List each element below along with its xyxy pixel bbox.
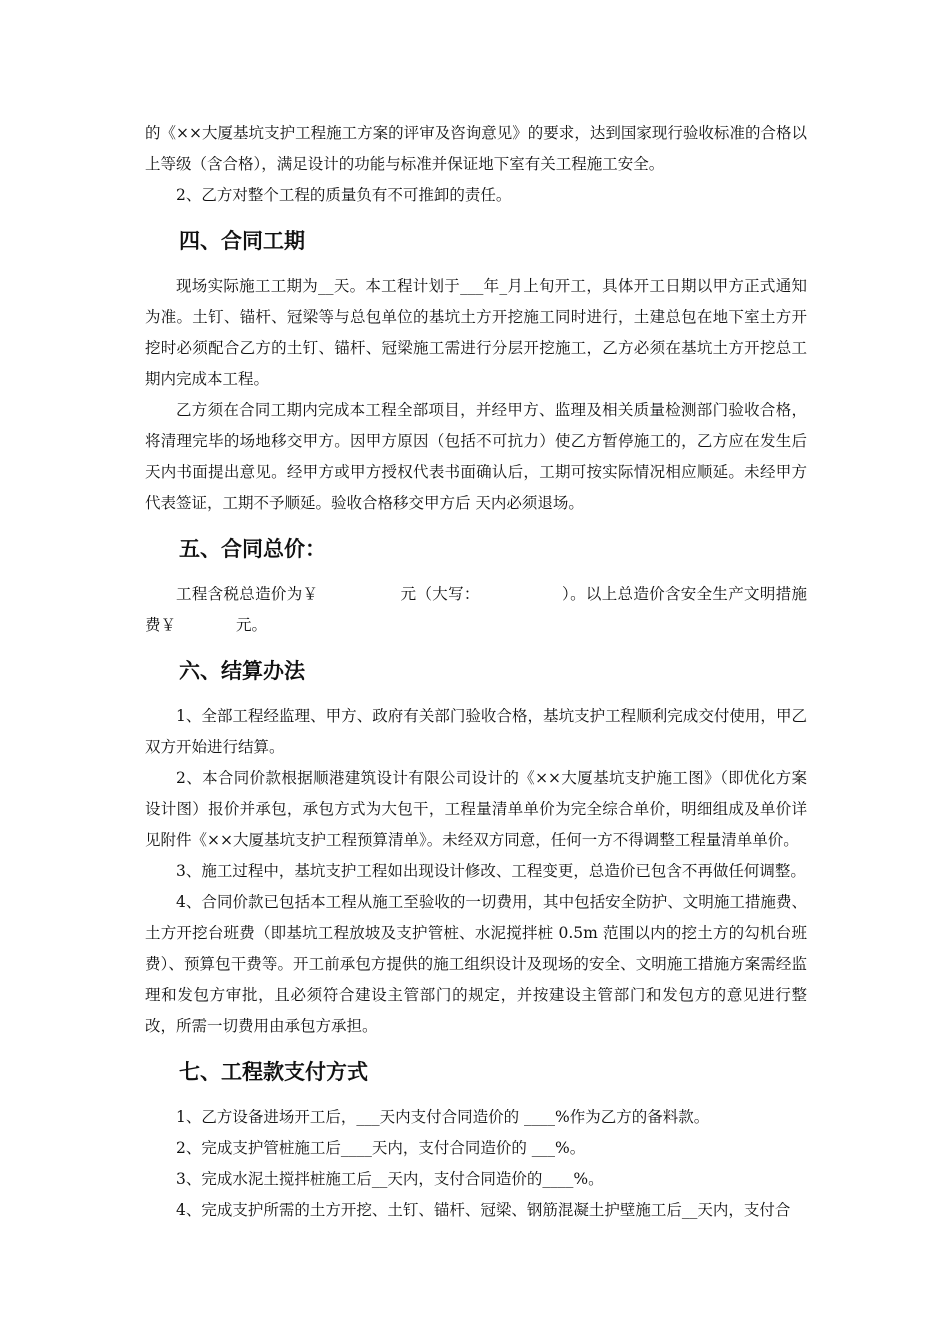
heading-total-price: 五、合同总价：	[179, 537, 326, 561]
paragraph-quality-responsibility: 2、乙方对整个工程的质量负有不可推卸的责任。	[176, 186, 512, 204]
paragraph-payment-1: 1、乙方设备进场开工后，___天内支付合同造价的 ____%作为乙方的备料款。	[176, 1108, 710, 1126]
paragraph-period-extension: 乙方须在合同工期内完成本工程全部项目，并经甲方、监理及相关质量检测部门验收合格，将清理完毕的场地移交甲方。因甲方原因（包括不可抗力）使乙方暂停施工的，乙方应在发生后 天内书面提出意见。经甲方或甲方授权代表书面确认后，工期可按实际情况相应顺延。未经甲方代表签证，工期不予顺延。验收合格移交甲方后 天内必须退场。	[145, 401, 807, 512]
paragraph-settlement-4: 4、合同价款已包括本工程从施工至验收的一切费用，其中包括安全防护、文明施工措施费、土方开挖台班费（即基坑工程放坡及支护管桩、水泥搅拌桩 0.5m 范围以内的挖土方的勾机台班费）、预算包干费等。开工前承包方提供的施工组织设计及现场的安全、文明施工措施方案需经监理和发包方审批，且必须符合建设主管部门的规定，并按建设主管部门和发包方的意见进行整改，所需一切费用由承包方承担。	[145, 893, 807, 1035]
price-text-b: 元（大写：	[400, 585, 480, 603]
paragraph-settlement-3: 3、施工过程中，基坑支护工程如出现设计修改、工程变更，总造价已包含不再做任何调整。	[176, 862, 806, 880]
paragraph-payment-3: 3、完成水泥土搅拌桩施工后__天内，支付合同造价的____%。	[176, 1170, 604, 1188]
price-text-e: 元。	[236, 616, 268, 634]
heading-settlement: 六、结算办法	[179, 659, 305, 683]
price-text-c: ）。以上总造价含安全生产文明措	[561, 585, 792, 603]
price-text-a: 工程含税总造价为￥	[176, 585, 319, 603]
heading-contract-period: 四、合同工期	[179, 229, 305, 253]
price-text-d: 施费￥	[145, 585, 807, 634]
paragraph-construction-period: 现场实际施工工期为__天。本工程计划于___年_月上旬开工，具体开工日期以甲方正式通知为准。土钉、锚杆、冠梁等与总包单位的基坑土方开挖施工同时进行，土建总包在地下室土方开挖时必须配合乙方的土钉、锚杆、冠梁施工需进行分层开挖施工，乙方必须在基坑土方开挖总工期内完成本工程。	[145, 277, 807, 388]
paragraph-settlement-2: 2、本合同价款根据顺港建筑设计有限公司设计的《××大厦基坑支护施工图》（即优化方案设计图）报价并承包，承包方式为大包干，工程量清单单价为完全综合单价，明细组成及单价详见附件《××大厦基坑支护工程预算清单》。未经双方同意，任何一方不得调整工程量清单单价。	[145, 769, 807, 849]
paragraph-payment-2: 2、完成支护管桩施工后____天内，支付合同造价的 ___%。	[176, 1139, 586, 1157]
paragraph-settlement-1: 1、全部工程经监理、甲方、政府有关部门验收合格，基坑支护工程顺利完成交付使用，甲乙双方开始进行结算。	[145, 707, 807, 756]
paragraph-payment-4: 4、完成支护所需的土方开挖、土钉、锚杆、冠梁、钢筋混凝土护壁施工后__天内，支付合	[176, 1201, 791, 1219]
paragraph-quality-standard: 的《××大厦基坑支护工程施工方案的评审及咨询意见》的要求，达到国家现行验收标准的合格以上等级（含合格），满足设计的功能与标准并保证地下室有关工程施工安全。	[145, 124, 807, 173]
paragraph-total-price	[145, 579, 807, 641]
heading-payment-method: 七、工程款支付方式	[179, 1060, 368, 1084]
